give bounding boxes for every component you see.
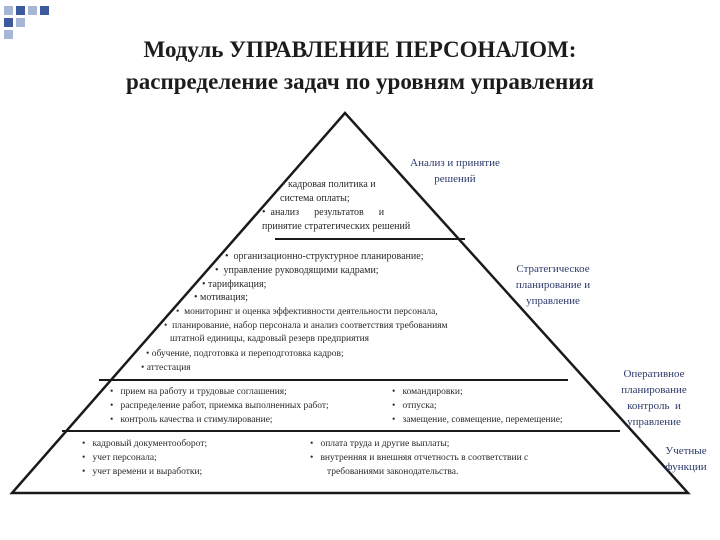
side-label-line: планирование и bbox=[515, 279, 591, 291]
side-label-line: управление bbox=[526, 295, 580, 307]
level-2-item: • обучение, подготовка и переподготовка кадров; bbox=[146, 349, 344, 359]
level-4-item: • оплата труда и другие выплаты; bbox=[310, 439, 450, 449]
level-4-item: • учет времени и выработки; bbox=[82, 467, 203, 477]
side-label-line: Учетные bbox=[665, 445, 707, 457]
level-3-item: • замещение, совмещение, перемещение; bbox=[392, 415, 563, 425]
level-3-item: • прием на работу и трудовые соглашения; bbox=[110, 387, 287, 397]
level-4 bbox=[82, 438, 707, 477]
side-label-line: Анализ и принятие bbox=[410, 157, 500, 169]
level-4-item: • учет персонала; bbox=[82, 453, 157, 463]
level-1-item: • кадровая политика и bbox=[282, 179, 376, 190]
level-2-item: • аттестация bbox=[141, 363, 191, 373]
level-1-item: • анализ результатов и bbox=[262, 207, 385, 218]
level-3-item: • контроль качества и стимулирование; bbox=[110, 415, 273, 425]
title-line-2: распределение задач по уровням управления bbox=[125, 69, 595, 94]
level-3-item: • отпуска; bbox=[392, 401, 437, 411]
level-2-item: • мониторинг и оценка эффективности деятельности персонала, bbox=[176, 307, 438, 317]
side-label-line: решений bbox=[434, 173, 476, 185]
side-label-line: функции bbox=[665, 461, 707, 473]
level-1-item: система оплаты; bbox=[280, 193, 350, 204]
side-label-line: Стратегическое bbox=[516, 263, 590, 275]
level-2-item: • тарификация; bbox=[202, 279, 267, 290]
level-2-item: • организационно-структурное планирование; bbox=[225, 251, 424, 262]
pyramid-shape bbox=[12, 113, 688, 493]
level-1-item: принятие стратегических решений bbox=[262, 221, 411, 232]
level-4-item: требованиями законодательства. bbox=[327, 467, 459, 477]
title-line-1: Модуль УПРАВЛЕНИЕ ПЕРСОНАЛОМ: bbox=[143, 37, 577, 62]
level-2-item: • мотивация; bbox=[194, 292, 249, 303]
level-3 bbox=[110, 368, 687, 428]
side-label-line: Оперативное bbox=[623, 368, 685, 380]
side-label-line: планирование bbox=[621, 384, 687, 396]
side-label-line: контроль и bbox=[627, 400, 681, 412]
level-2-item: штатной единицы, кадровый резерв предприятия bbox=[170, 334, 370, 344]
side-label-line: управление bbox=[627, 416, 681, 428]
level-2-item: • управление руководящими кадрами; bbox=[215, 265, 379, 276]
level-2-item: • планирование, набор персонала и анализ соответствия требованиям bbox=[164, 321, 448, 331]
level-4-item: • кадровый документооборот; bbox=[82, 439, 208, 449]
level-3-item: • распределение работ, приемка выполненных работ; bbox=[110, 401, 329, 411]
pyramid-outline bbox=[12, 113, 688, 493]
level-3-item: • командировки; bbox=[392, 387, 463, 397]
level-4-item: • внутренняя и внешняя отчетность в соответствии с bbox=[310, 453, 529, 463]
